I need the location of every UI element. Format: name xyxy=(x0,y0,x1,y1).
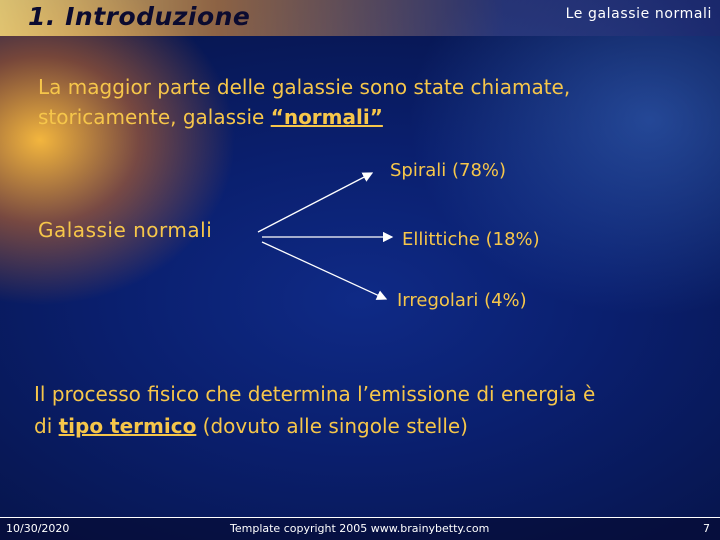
header-title: Le galassie normali xyxy=(565,6,712,22)
footer-date: 10/30/2020 xyxy=(6,522,70,535)
footer-copyright: Template copyright 2005 www.brainybetty.com xyxy=(230,522,490,535)
arrow-to-spirali xyxy=(258,173,372,232)
conclusion-line-2-suffix: (dovuto alle singole stelle) xyxy=(196,414,468,438)
conclusion-text xyxy=(34,378,704,442)
diagram-root-label: Galassie normali xyxy=(38,218,213,242)
slide-footer xyxy=(0,517,720,540)
branch-spirali: Spirali (78%) xyxy=(390,160,507,181)
conclusion-line-1: Il processo fisico che determina l’emissione di energia è xyxy=(34,382,596,406)
conclusion-line-2-prefix: di xyxy=(34,414,59,438)
branch-ellittiche: Ellittiche (18%) xyxy=(402,229,540,250)
intro-quoted-term: “normali” xyxy=(270,105,383,129)
slide-title: 1. Introduzione xyxy=(28,2,251,31)
intro-line-2-prefix: storicamente, galassie xyxy=(38,105,271,129)
page-number: 7 xyxy=(703,522,710,535)
intro-text xyxy=(38,72,698,132)
conclusion-emphasis: tipo termico xyxy=(58,414,197,438)
branch-irregolari: Irregolari (4%) xyxy=(397,290,527,311)
intro-line-1: La maggior parte delle galassie sono state chiamate, xyxy=(38,75,571,99)
arrow-to-irregolari xyxy=(262,242,386,299)
